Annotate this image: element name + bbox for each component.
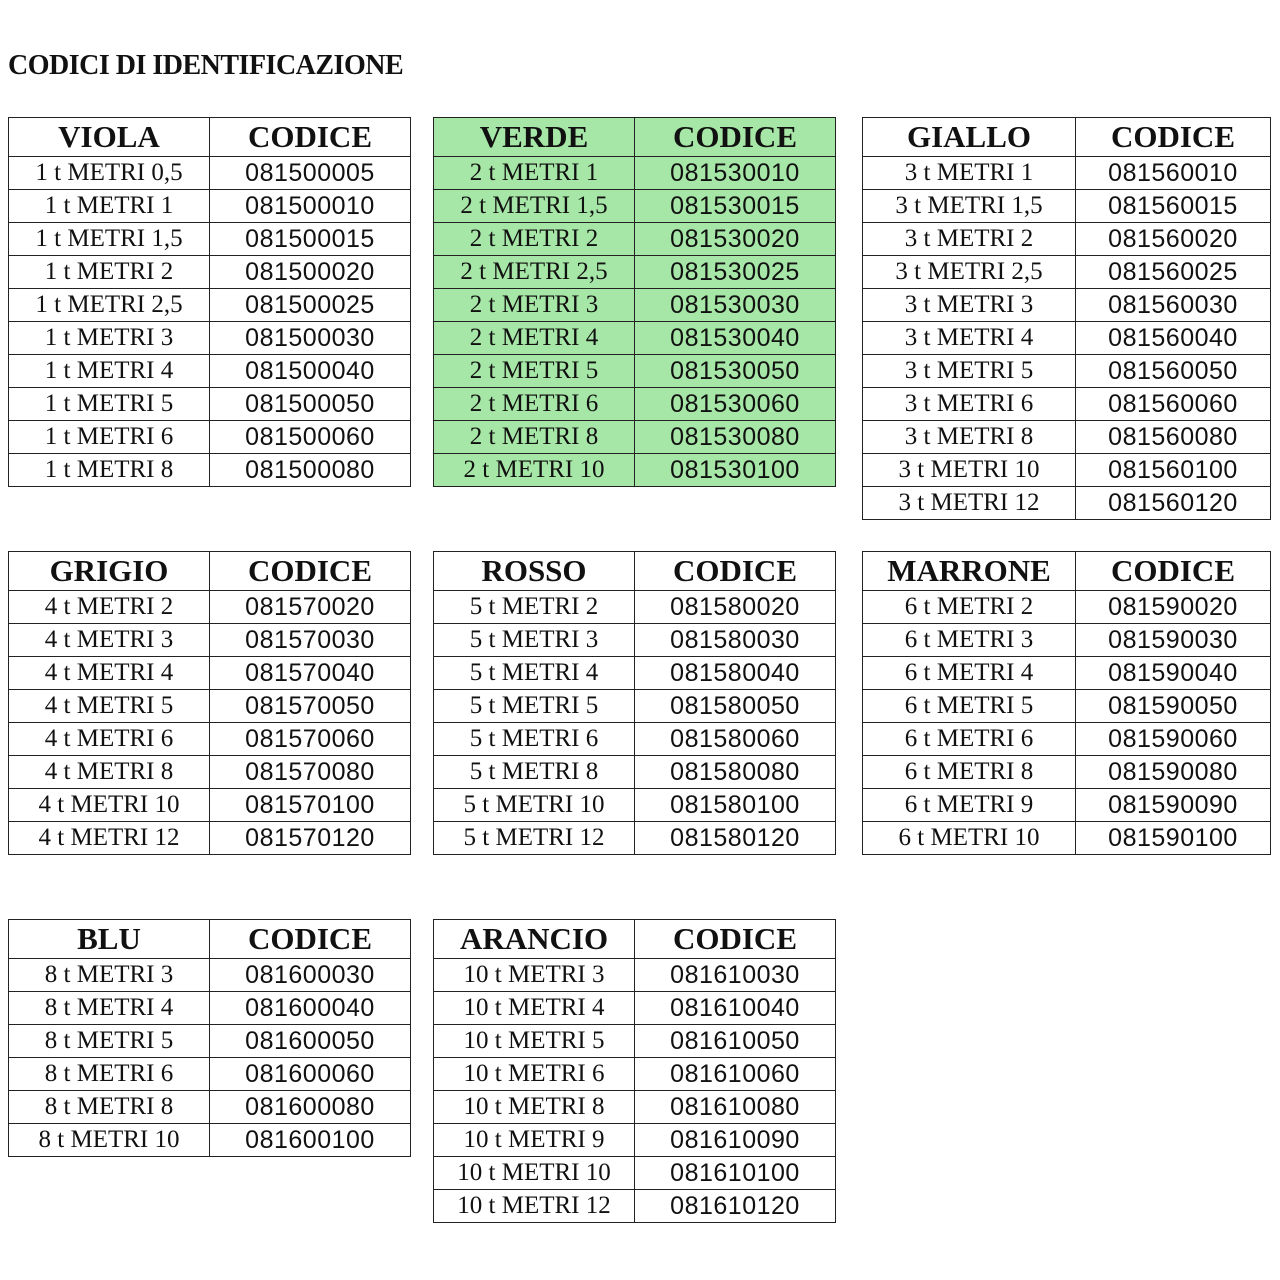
item-description: 1 t METRI 1,5 [9,223,210,256]
item-code: 081600100 [210,1124,411,1157]
table-row [434,421,836,454]
item-code: 081610030 [635,959,836,992]
color-header: GRIGIO [9,552,210,591]
color-header: ARANCIO [434,920,635,959]
item-description: 6 t METRI 9 [863,789,1076,822]
table-row [863,289,1271,322]
item-description: 6 t METRI 8 [863,756,1076,789]
item-code: 081590060 [1076,723,1271,756]
item-description: 4 t METRI 5 [9,690,210,723]
item-description: 1 t METRI 6 [9,421,210,454]
table-row [9,421,411,454]
table-row [434,1025,836,1058]
table-row [434,289,836,322]
table-row [863,690,1271,723]
item-code: 081560020 [1076,223,1271,256]
table-row [434,1058,836,1091]
table-row [9,157,411,190]
item-code: 081500020 [210,256,411,289]
table-row [9,690,411,723]
table-row [9,756,411,789]
color-header: MARRONE [863,552,1076,591]
code-header: CODICE [210,920,411,959]
item-code: 081570100 [210,789,411,822]
table-row [863,421,1271,454]
table-row [9,289,411,322]
item-code: 081500015 [210,223,411,256]
item-description: 1 t METRI 2,5 [9,289,210,322]
item-description: 10 t METRI 10 [434,1157,635,1190]
table-row [9,1091,411,1124]
table-row [9,723,411,756]
table-row [863,355,1271,388]
item-description: 3 t METRI 2,5 [863,256,1076,289]
table-row [863,454,1271,487]
table-row [9,822,411,855]
table-verde [433,117,836,487]
item-code: 081500040 [210,355,411,388]
table-row [434,723,836,756]
item-description: 6 t METRI 5 [863,690,1076,723]
item-code: 081530080 [635,421,836,454]
table-row [863,657,1271,690]
item-description: 1 t METRI 0,5 [9,157,210,190]
item-code: 081560010 [1076,157,1271,190]
item-code: 081580020 [635,591,836,624]
item-description: 10 t METRI 8 [434,1091,635,1124]
item-description: 2 t METRI 1 [434,157,635,190]
item-code: 081570060 [210,723,411,756]
table-row [863,190,1271,223]
code-header: CODICE [210,552,411,591]
item-code: 081580080 [635,756,836,789]
item-description: 1 t METRI 4 [9,355,210,388]
table-row [434,454,836,487]
item-description: 3 t METRI 8 [863,421,1076,454]
table-row [434,1190,836,1223]
item-description: 1 t METRI 8 [9,454,210,487]
table-marrone [862,551,1271,855]
item-code: 081500080 [210,454,411,487]
item-code: 081560120 [1076,487,1271,520]
item-code: 081590020 [1076,591,1271,624]
item-code: 081590080 [1076,756,1271,789]
code-header: CODICE [635,920,836,959]
item-code: 081610100 [635,1157,836,1190]
item-code: 081570080 [210,756,411,789]
table-row [9,223,411,256]
table-row [434,591,836,624]
item-code: 081600080 [210,1091,411,1124]
item-description: 3 t METRI 2 [863,223,1076,256]
item-description: 4 t METRI 8 [9,756,210,789]
table-row [863,223,1271,256]
item-code: 081590030 [1076,624,1271,657]
item-description: 3 t METRI 10 [863,454,1076,487]
table-row [434,256,836,289]
table-row [863,822,1271,855]
table-row [9,992,411,1025]
table-row [9,454,411,487]
item-description: 8 t METRI 3 [9,959,210,992]
item-code: 081560080 [1076,421,1271,454]
item-code: 081560050 [1076,355,1271,388]
item-code: 081500050 [210,388,411,421]
item-code: 081530030 [635,289,836,322]
item-code: 081500060 [210,421,411,454]
table-row [863,789,1271,822]
item-code: 081590090 [1076,789,1271,822]
table-row [434,1091,836,1124]
item-code: 081590100 [1076,822,1271,855]
item-code: 081560030 [1076,289,1271,322]
item-description: 5 t METRI 4 [434,657,635,690]
item-code: 081560060 [1076,388,1271,421]
item-description: 8 t METRI 6 [9,1058,210,1091]
item-description: 5 t METRI 12 [434,822,635,855]
item-code: 081530050 [635,355,836,388]
table-row [863,756,1271,789]
item-description: 4 t METRI 3 [9,624,210,657]
table-row [863,322,1271,355]
table-row [434,1124,836,1157]
item-description: 5 t METRI 3 [434,624,635,657]
table-row [434,789,836,822]
table-row [9,789,411,822]
item-code: 081530060 [635,388,836,421]
table-row [9,1025,411,1058]
item-description: 6 t METRI 6 [863,723,1076,756]
color-header: GIALLO [863,118,1076,157]
table-row [9,190,411,223]
item-description: 2 t METRI 1,5 [434,190,635,223]
table-row [863,624,1271,657]
item-code: 081590050 [1076,690,1271,723]
item-description: 6 t METRI 3 [863,624,1076,657]
table-row [434,1157,836,1190]
item-description: 2 t METRI 2 [434,223,635,256]
item-code: 081560025 [1076,256,1271,289]
item-code: 081570030 [210,624,411,657]
item-description: 6 t METRI 2 [863,591,1076,624]
item-code: 081530020 [635,223,836,256]
table-row [434,355,836,388]
item-description: 3 t METRI 1,5 [863,190,1076,223]
item-code: 081530025 [635,256,836,289]
item-description: 4 t METRI 6 [9,723,210,756]
table-row [434,992,836,1025]
table-giallo [862,117,1271,520]
table-row [9,1058,411,1091]
item-description: 8 t METRI 8 [9,1091,210,1124]
item-description: 3 t METRI 4 [863,322,1076,355]
item-description: 3 t METRI 1 [863,157,1076,190]
table-row [434,822,836,855]
item-description: 1 t METRI 3 [9,322,210,355]
item-description: 4 t METRI 4 [9,657,210,690]
table-row [434,690,836,723]
item-description: 3 t METRI 5 [863,355,1076,388]
item-description: 4 t METRI 10 [9,789,210,822]
table-row [434,624,836,657]
table-arancio [433,919,836,1223]
item-code: 081500005 [210,157,411,190]
item-description: 3 t METRI 6 [863,388,1076,421]
item-description: 8 t METRI 5 [9,1025,210,1058]
code-header: CODICE [1076,552,1271,591]
table-row [863,723,1271,756]
code-header: CODICE [1076,118,1271,157]
table-row [434,388,836,421]
item-code: 081530040 [635,322,836,355]
page-title: CODICI DI IDENTIFICAZIONE [8,50,404,81]
color-header: BLU [9,920,210,959]
table-row [434,756,836,789]
table-row [863,256,1271,289]
code-header: CODICE [210,118,411,157]
item-description: 2 t METRI 6 [434,388,635,421]
item-description: 6 t METRI 10 [863,822,1076,855]
item-description: 1 t METRI 1 [9,190,210,223]
item-code: 081610090 [635,1124,836,1157]
table-row [434,223,836,256]
item-code: 081570020 [210,591,411,624]
item-description: 2 t METRI 3 [434,289,635,322]
table-row [9,1124,411,1157]
item-code: 081610080 [635,1091,836,1124]
item-code: 081500025 [210,289,411,322]
item-description: 10 t METRI 3 [434,959,635,992]
table-row [9,322,411,355]
item-code: 081530015 [635,190,836,223]
item-description: 10 t METRI 9 [434,1124,635,1157]
item-code: 081600060 [210,1058,411,1091]
item-description: 5 t METRI 10 [434,789,635,822]
item-description: 1 t METRI 2 [9,256,210,289]
code-header: CODICE [635,552,836,591]
item-description: 2 t METRI 10 [434,454,635,487]
item-code: 081610050 [635,1025,836,1058]
item-code: 081570040 [210,657,411,690]
table-row [863,157,1271,190]
table-row [863,591,1271,624]
item-description: 3 t METRI 12 [863,487,1076,520]
code-header: CODICE [635,118,836,157]
color-header: VERDE [434,118,635,157]
table-row [434,157,836,190]
item-code: 081610060 [635,1058,836,1091]
item-description: 5 t METRI 8 [434,756,635,789]
item-code: 081600030 [210,959,411,992]
table-viola [8,117,411,487]
item-code: 081600040 [210,992,411,1025]
item-code: 081580120 [635,822,836,855]
table-row [9,624,411,657]
item-code: 081610120 [635,1190,836,1223]
item-code: 081570050 [210,690,411,723]
item-description: 2 t METRI 2,5 [434,256,635,289]
table-grigio [8,551,411,855]
item-description: 6 t METRI 4 [863,657,1076,690]
item-description: 4 t METRI 2 [9,591,210,624]
color-header: ROSSO [434,552,635,591]
item-description: 1 t METRI 5 [9,388,210,421]
item-code: 081560100 [1076,454,1271,487]
table-row [9,959,411,992]
table-rosso [433,551,836,855]
item-code: 081560040 [1076,322,1271,355]
table-row [9,591,411,624]
item-code: 081500010 [210,190,411,223]
item-description: 5 t METRI 2 [434,591,635,624]
item-code: 081600050 [210,1025,411,1058]
table-row [434,657,836,690]
item-code: 081580040 [635,657,836,690]
table-row [863,487,1271,520]
item-description: 10 t METRI 4 [434,992,635,1025]
table-row [9,355,411,388]
item-description: 2 t METRI 8 [434,421,635,454]
item-code: 081580100 [635,789,836,822]
table-row [9,256,411,289]
item-code: 081580050 [635,690,836,723]
item-description: 5 t METRI 6 [434,723,635,756]
table-row [863,388,1271,421]
item-description: 4 t METRI 12 [9,822,210,855]
item-description: 3 t METRI 3 [863,289,1076,322]
item-description: 10 t METRI 12 [434,1190,635,1223]
item-description: 2 t METRI 4 [434,322,635,355]
item-description: 8 t METRI 10 [9,1124,210,1157]
item-description: 10 t METRI 6 [434,1058,635,1091]
color-header: VIOLA [9,118,210,157]
item-description: 10 t METRI 5 [434,1025,635,1058]
item-code: 081500030 [210,322,411,355]
item-description: 2 t METRI 5 [434,355,635,388]
table-row [434,959,836,992]
item-code: 081530100 [635,454,836,487]
item-description: 5 t METRI 5 [434,690,635,723]
item-description: 8 t METRI 4 [9,992,210,1025]
item-code: 081590040 [1076,657,1271,690]
table-row [434,322,836,355]
table-row [434,190,836,223]
item-code: 081580030 [635,624,836,657]
item-code: 081580060 [635,723,836,756]
item-code: 081570120 [210,822,411,855]
item-code: 081530010 [635,157,836,190]
item-code: 081560015 [1076,190,1271,223]
table-blu [8,919,411,1157]
table-row [9,388,411,421]
table-row [9,657,411,690]
item-code: 081610040 [635,992,836,1025]
